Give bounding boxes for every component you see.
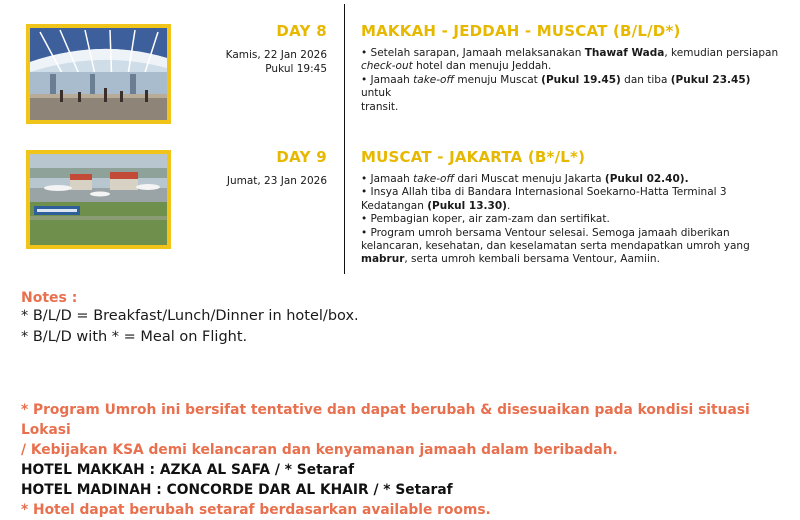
day-date [226, 48, 327, 76]
timeline-divider [344, 4, 345, 274]
day-label: DAY 8 [276, 22, 327, 40]
description-line: check-out hotel dan menuju Jeddah. [361, 60, 552, 73]
hotel-note: * Hotel dapat berubah setaraf berdasarkan available rooms. [21, 502, 491, 518]
time-text: Pukul 19:45 [265, 63, 327, 75]
notes-section [21, 290, 359, 348]
airport-apron-photo [26, 150, 171, 249]
day-9-content [361, 148, 781, 267]
footer-section [21, 400, 791, 520]
description-line: • Insya Allah tiba di Bandara Internasional Soekarno-Hatta Terminal 3 [361, 186, 727, 199]
day-label: DAY 9 [276, 148, 327, 166]
description-line: • Setelah sarapan, Jamaah melaksanakan Thawaf Wada, kemudian persiapan [361, 47, 779, 59]
description-line: • Jamaah take-off dari Muscat menuju Jakarta (Pukul 02.40). [361, 173, 689, 185]
day-8-header [226, 22, 327, 76]
description-line: transit. [361, 100, 399, 113]
day-8-content [361, 22, 781, 114]
disclaimer-text: / Kebijakan KSA demi kelancaran dan kenyamanan jamaah dalam beribadah. [21, 442, 618, 458]
hotel-madinah: HOTEL MADINAH : CONCORDE DAR AL KHAIR / * Setaraf [21, 482, 453, 498]
note-line: * B/L/D with * = Meal on Flight. [21, 329, 248, 345]
disclaimer-text: * Program Umroh ini bersifat tentative dan dapat berubah & disesuaikan pada kondisi situasi Lokasi [21, 402, 750, 438]
description-line: kelancaran, kesehatan, dan keselamatan serta mendapatkan umroh yang [361, 240, 750, 253]
date-text: Jumat, 23 Jan 2026 [226, 175, 327, 187]
day-title: MAKKAH - JEDDAH - MUSCAT (B/L/D*) [361, 22, 681, 40]
notes-title: Notes : [21, 290, 78, 306]
day-description [361, 173, 781, 267]
description-line: • Program umroh bersama Ventour selesai. Semoga jamaah diberikan [361, 226, 730, 239]
date-text: Kamis, 22 Jan 2026 [225, 49, 327, 61]
day-9-header [227, 148, 327, 188]
day-description [361, 47, 781, 114]
description-line: mabrur, serta umroh kembali bersama Ventour, Aamiin. [361, 253, 660, 266]
hotel-makkah: HOTEL MAKKAH : AZKA AL SAFA / * Setaraf [21, 462, 355, 478]
day-title: MUSCAT - JAKARTA (B*/L*) [361, 148, 586, 166]
description-line: • Pembagian koper, air zam-zam dan sertifikat. [361, 213, 610, 226]
airport-terminal-photo [26, 24, 171, 124]
day-date [227, 174, 327, 188]
note-line: * B/L/D = Breakfast/Lunch/Dinner in hotel/box. [21, 308, 359, 324]
description-line: • Jamaah take-off menuju Muscat (Pukul 19.45) dan tiba (Pukul 23.45) untuk [361, 73, 751, 100]
description-line: Kedatangan (Pukul 13.30). [361, 199, 511, 212]
